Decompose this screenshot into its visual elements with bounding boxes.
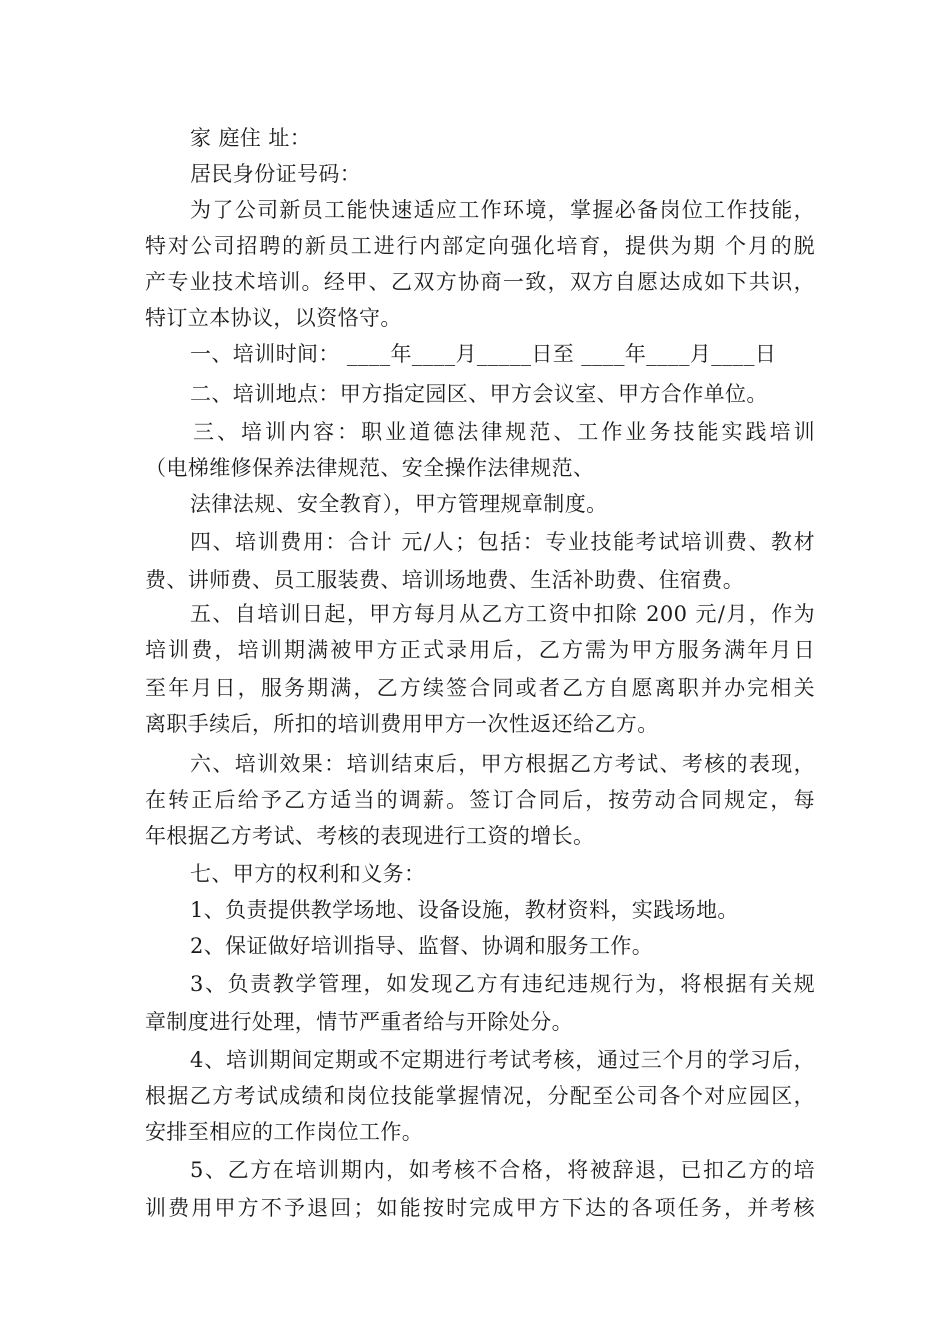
clause-5-line-3: 至年月日，服务期满，乙方续签合同或者乙方自愿离职并办完相关 — [145, 676, 815, 700]
clause-1-training-time: 一、培训时间： ____年____月_____日至 ____年____月____日 — [190, 342, 777, 366]
clause-7-heading: 七、甲方的权利和义务： — [190, 862, 426, 886]
clause-4-line-1: 四、培训费用：合计 元/人；包括：专业技能考试培训费、教材 — [190, 530, 815, 554]
clause-6-line-1: 六、培训效果：培训结束后，甲方根据乙方考试、考核的表现， — [190, 752, 815, 776]
home-address-label: 家 庭住 址： — [190, 126, 312, 150]
clause-7-item-5-line-2: 训费用甲方不予退回；如能按时完成甲方下达的各项任务，并考核 — [145, 1196, 815, 1220]
intro-line-1: 为了公司新员工能快速适应工作环境，掌握必备岗位工作技能， — [190, 198, 815, 222]
clause-7-item-4-line-1: 4、培训期间定期或不定期进行考试考核，通过三个月的学习后， — [190, 1048, 815, 1072]
clause-7-item-3-line-2: 章制度进行处理，情节严重者给与开除处分。 — [145, 1010, 573, 1034]
clause-7-item-2: 2、保证做好培训指导、监督、协调和服务工作。 — [190, 934, 654, 958]
intro-line-3: 产专业技术培训。经甲、乙双方协商一致，双方自愿达成如下共识， — [145, 270, 815, 294]
clause-5-line-4: 离职手续后，所扣的培训费用甲方一次性返还给乙方。 — [145, 712, 659, 736]
clause-7-item-4-line-2: 根据乙方考试成绩和岗位技能掌握情况，分配至公司各个对应园区， — [145, 1084, 815, 1108]
clause-3-line-3: 法律法规、安全教育），甲方管理规章制度。 — [190, 492, 608, 516]
clause-2-training-location: 二、培训地点：甲方指定园区、甲方会议室、甲方合作单位。 — [190, 382, 768, 406]
clause-5-line-2: 培训费，培训期满被甲方正式录用后，乙方需为甲方服务满年月日 — [145, 638, 815, 662]
clause-6-line-2: 在转正后给予乙方适当的调薪。签订合同后，按劳动合同规定，每 — [145, 788, 815, 812]
id-number-label: 居民身份证号码： — [190, 162, 362, 186]
clause-5-line-1: 五、自培训日起，甲方每月从乙方工资中扣除 200 元/月，作为 — [190, 602, 815, 626]
clause-4-line-2: 费、讲师费、员工服装费、培训场地费、生活补助费、住宿费。 — [145, 568, 745, 592]
clause-7-item-4-line-3: 安排至相应的工作岗位工作。 — [145, 1120, 424, 1144]
intro-line-2: 特对公司招聘的新员工进行内部定向强化培育，提供为期 个月的脱 — [145, 234, 815, 258]
intro-line-4: 特订立本协议，以资恪守。 — [145, 306, 402, 330]
clause-3-line-2: （电梯维修保养法律规范、安全操作法律规范、 — [145, 456, 595, 480]
clause-3-line-1: 三、培训内容：职业道德法律规范、工作业务技能实践培训 — [193, 420, 815, 444]
clause-7-item-1: 1、负责提供教学场地、设备设施，教材资料，实践场地。 — [190, 898, 739, 922]
clause-7-item-5-line-1: 5、乙方在培训期内，如考核不合格，将被辞退，已扣乙方的培 — [190, 1158, 815, 1182]
clause-6-line-3: 年根据乙方考试、考核的表现进行工资的增长。 — [145, 824, 595, 848]
clause-7-item-3-line-1: 3、负责教学管理，如发现乙方有违纪违规行为，将根据有关规 — [190, 972, 815, 996]
